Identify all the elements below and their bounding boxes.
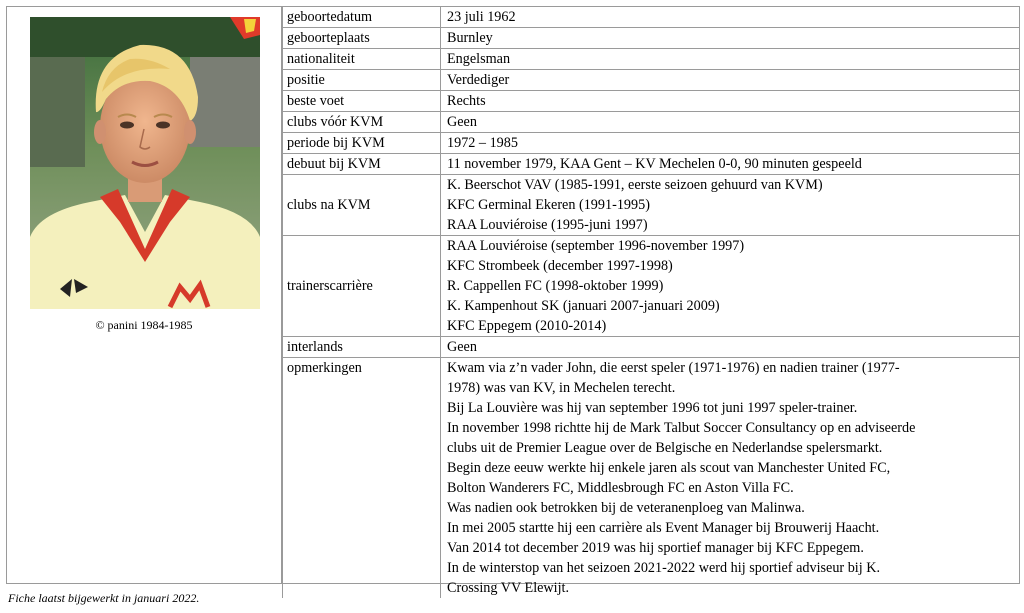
player-info-table xyxy=(282,7,1019,598)
row-value-line: In de winterstop van het seizoen 2021-2022 werd hij sportief adviseur bij K. xyxy=(447,560,881,576)
info-row xyxy=(283,175,1020,236)
row-value-line: RAA Louviéroise (september 1996-november 1997) xyxy=(447,238,745,254)
photo-caption: © panini 1984-1985 xyxy=(95,318,193,332)
row-label: nationaliteit xyxy=(283,49,441,70)
info-row xyxy=(283,49,1020,70)
row-value-line: 11 november 1979, KAA Gent – KV Mechelen 0-0, 90 minuten gespeeld xyxy=(447,156,862,172)
row-value-line: 1972 – 1985 xyxy=(447,135,518,151)
row-value-line: KFC Germinal Ekeren (1991-1995) xyxy=(447,197,650,213)
player-photo xyxy=(30,17,260,309)
row-value-line: K. Beerschot VAV (1985-1991, eerste seizoen gehuurd van KVM) xyxy=(447,177,823,193)
info-row xyxy=(283,112,1020,133)
row-value-line: KFC Eppegem (2010-2014) xyxy=(447,318,607,334)
row-value-line: Engelsman xyxy=(447,51,511,67)
row-value-line: Bij La Louvière was hij van september 1996 tot juni 1997 speler-trainer. xyxy=(447,400,858,416)
row-value-line: In mei 2005 startte hij een carrière als Event Manager bij Brouwerij Haacht. xyxy=(447,520,880,536)
row-value xyxy=(441,91,1020,112)
row-value xyxy=(441,337,1020,358)
row-value-line: Geen xyxy=(447,114,477,130)
row-value-line: Was nadien ook betrokken bij de veteranenploeg van Malinwa. xyxy=(447,500,805,516)
info-row xyxy=(283,91,1020,112)
row-value-line: Kwam via z’n vader John, die eerst speler (1971-1976) en nadien trainer (1977- xyxy=(447,360,900,376)
row-value-line: Van 2014 tot december 2019 was hij sportief manager bij KFC Eppegem. xyxy=(447,540,864,556)
row-label: beste voet xyxy=(283,91,441,112)
row-label: trainerscarrière xyxy=(283,236,441,337)
row-label: geboorteplaats xyxy=(283,28,441,49)
row-value xyxy=(441,70,1020,91)
info-row xyxy=(283,154,1020,175)
info-row xyxy=(283,358,1020,599)
row-label: positie xyxy=(283,70,441,91)
row-value-line: K. Kampenhout SK (januari 2007-januari 2009) xyxy=(447,298,720,314)
row-value-line: Rechts xyxy=(447,93,486,109)
row-value xyxy=(441,112,1020,133)
row-value xyxy=(441,133,1020,154)
row-value xyxy=(441,49,1020,70)
row-value xyxy=(441,358,1020,599)
info-row xyxy=(283,7,1020,28)
row-value-line: RAA Louviéroise (1995-juni 1997) xyxy=(447,217,648,233)
row-value-line: Begin deze eeuw werkte hij enkele jaren als scout van Manchester United FC, xyxy=(447,460,891,476)
photo-cell xyxy=(7,7,282,583)
info-row xyxy=(283,28,1020,49)
row-value-line: R. Cappellen FC (1998-oktober 1999) xyxy=(447,278,664,294)
info-row xyxy=(283,236,1020,337)
row-value-line: Crossing VV Elewijt. xyxy=(447,580,570,596)
row-value-line: Geen xyxy=(447,339,477,355)
row-value xyxy=(441,236,1020,337)
row-value-line: Verdediger xyxy=(447,72,510,88)
row-label: periode bij KVM xyxy=(283,133,441,154)
row-value-line: Bolton Wanderers FC, Middlesbrough FC en Aston Villa FC. xyxy=(447,480,794,496)
last-updated-note: Fiche laatst bijgewerkt in januari 2022. xyxy=(8,591,200,605)
row-value xyxy=(441,7,1020,28)
row-value-line: clubs uit de Premier League over de Belgische en Nederlandse spelersmarkt. xyxy=(447,440,883,456)
info-row xyxy=(283,337,1020,358)
row-label: interlands xyxy=(283,337,441,358)
row-label: clubs na KVM xyxy=(283,175,441,236)
row-value-line: 1978) was van KV, in Mechelen terecht. xyxy=(447,380,676,396)
info-row xyxy=(283,70,1020,91)
row-label: debuut bij KVM xyxy=(283,154,441,175)
row-label: geboortedatum xyxy=(283,7,441,28)
row-value xyxy=(441,154,1020,175)
player-card xyxy=(6,6,1020,596)
row-value-line: KFC Strombeek (december 1997-1998) xyxy=(447,258,673,274)
row-label: opmerkingen xyxy=(283,358,441,599)
row-value-line: Burnley xyxy=(447,30,493,46)
info-row xyxy=(283,133,1020,154)
row-value-line: In november 1998 richtte hij de Mark Talbut Soccer Consultancy op en adviseerde xyxy=(447,420,916,436)
row-value-line: 23 juli 1962 xyxy=(447,9,516,25)
row-value xyxy=(441,28,1020,49)
row-value xyxy=(441,175,1020,236)
row-label: clubs vóór KVM xyxy=(283,112,441,133)
